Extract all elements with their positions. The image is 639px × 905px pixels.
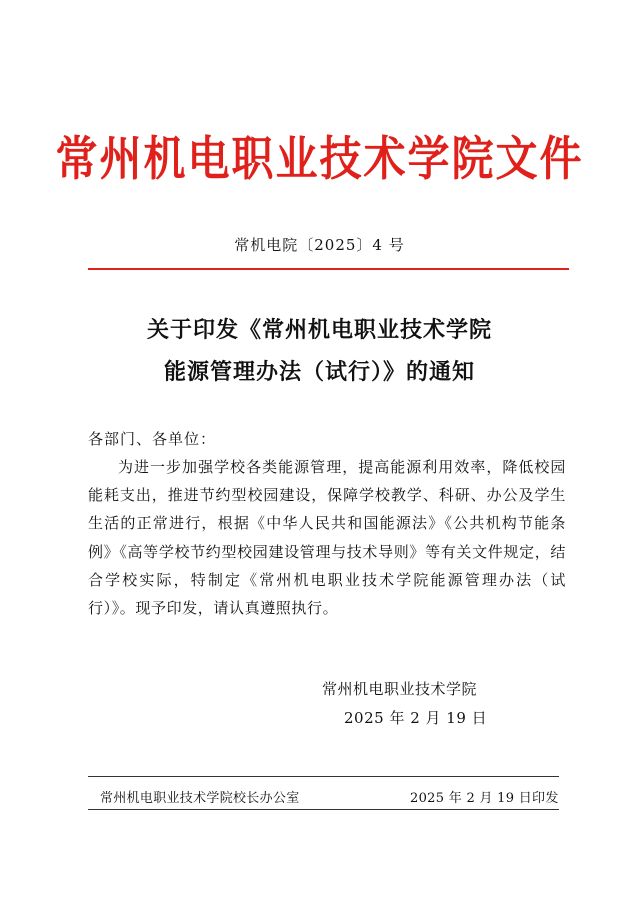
salutation: 各部门、各单位： [88,430,217,448]
footer-print-date: 2025 年 2 月 19 日印发 [410,791,559,806]
notice-title-line1: 关于印发《常州机电职业技术学院 [146,317,492,343]
signature-organization: 常州机电职业技术学院 [322,680,478,698]
footer-issuing-office: 常州机电职业技术学院校长办公室 [100,791,300,806]
red-separator-line [88,268,569,270]
document-number: 常机电院〔2025〕4 号 [234,236,405,254]
footer-bottom-rule [88,809,559,810]
body-paragraph: 为进一步加强学校各类能源管理，提高能源利用效率，降低校园能耗支出，推进节约型校园建设，保障学校教学、科研、办公及学生生活的正常进行，根据《中华人民共和国能源法》《公共机构节能条例》《高等学校节约型校园建设管理与技术导则》等有关文件规定，结合学校实际，特制定《常州机电职业技术学院能源管理办法（试行）》。现予印发，请认真遵照执行。 [88,458,566,618]
signature-date: 2025 年 2 月 19 日 [344,709,488,727]
footer-top-rule [88,776,559,777]
notice-title-line2: 能源管理办法（试行）》的通知 [163,359,475,385]
document-header-title: 常州机电职业技术学院文件 [55,131,584,187]
